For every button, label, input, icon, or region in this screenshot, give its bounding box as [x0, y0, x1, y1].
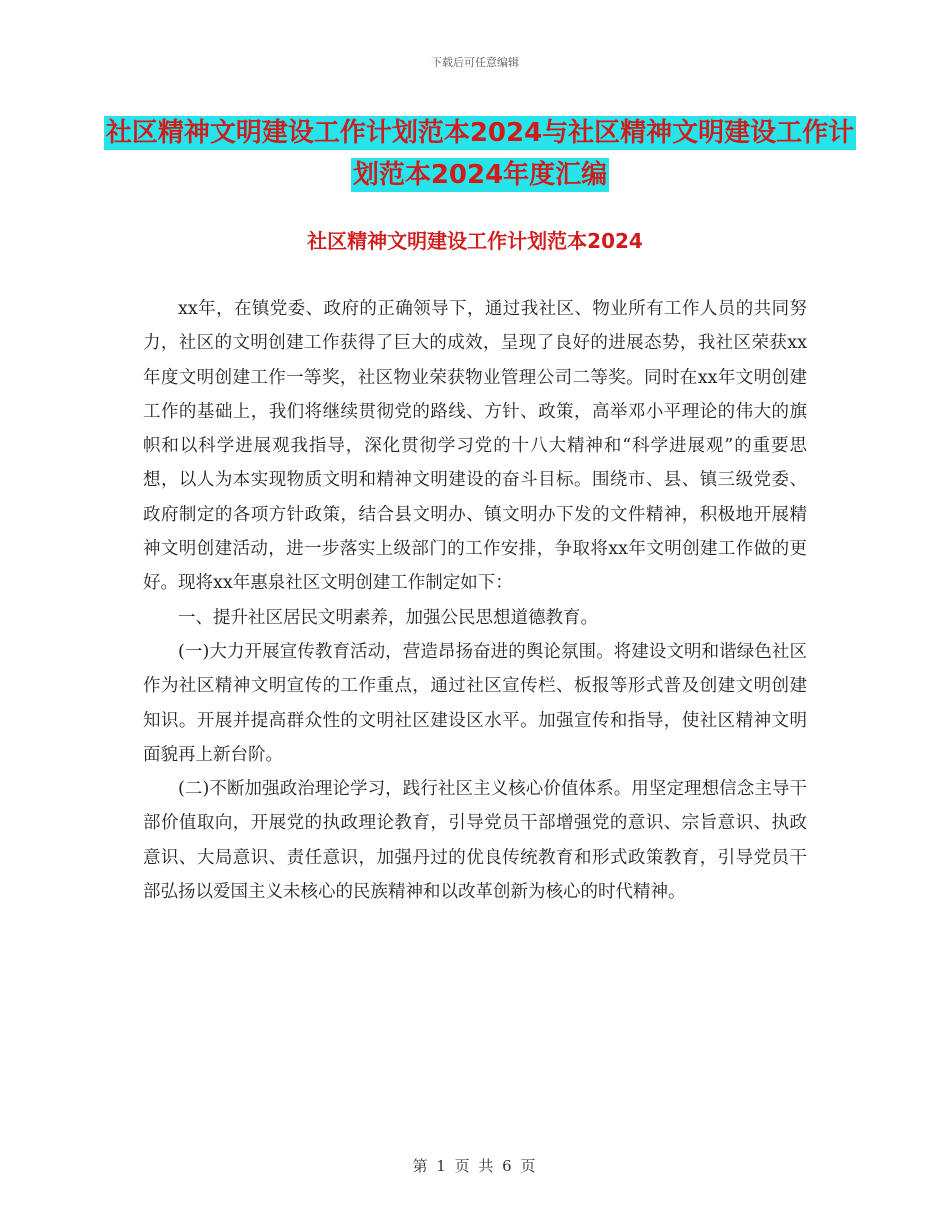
paragraph: xx年，在镇党委、政府的正确领导下，通过我社区、物业所有工作人员的共同努力，社区的文明创建工作获得了巨大的成效，呈现了良好的进展态势，我社区荣获xx年度文明创建工作一等奖，社区物业荣获物业管理公司二等奖。同时在xx年文明创建工作的基础上，我们将继续贯彻党的路线、方针、政策，高举邓小平理论的伟大的旗帜和以科学进展观我指导，深化贯彻学习党的十八大精神和“科学进展观”的重要思想，以人为本实现物质文明和精神文明建设的奋斗目标。围绕市、县、镇三级党委、政府制定的各项方针政策，结合县文明办、镇文明办下发的文件精神，积极地开展精神文明创建活动，进一步落实上级部门的工作安排，争取将xx年文明创建工作做的更好。现将xx年惠泉社区文明创建工作制定如下：: [143, 299, 807, 594]
document-title-text: 社区精神文明建设工作计划范本2024与社区精神文明建设工作计划范本2024年度汇编: [105, 118, 855, 190]
paragraph: (二)不断加强政治理论学习，践行社区主义核心价值体系。用坚定理想信念主导干部价值取向，开展党的执政理论教育，引导党员干部增强党的意识、宗旨意识、执政意识、大局意识、责任意识，加强丹过的优良传统教育和形式政策教育，引导党员干部弘扬以爱国主义未核心的民族精神和以改革创新为核心的时代精神。: [143, 779, 807, 903]
paragraph: 一、提升社区居民文明素养，加强公民思想道德教育。: [178, 607, 598, 628]
document-title: [100, 112, 860, 196]
document-body: [143, 292, 807, 909]
paragraph: (一)大力开展宣传教育活动，营造昂扬奋进的舆论氛围。将建设文明和谐绿色社区作为社区精神文明宣传的工作重点，通过社区宣传栏、板报等形式普及创建文明创建知识。开展并提高群众性的文明社区建设区水平。加强宣传和指导，使社区精神文明面貌再上新台阶。: [143, 641, 807, 765]
header-note: 下载后可任意编辑: [431, 56, 519, 69]
page-footer: 第 1 页 共 6 页: [412, 1157, 538, 1175]
section-title: 社区精神文明建设工作计划范本2024: [307, 229, 643, 253]
